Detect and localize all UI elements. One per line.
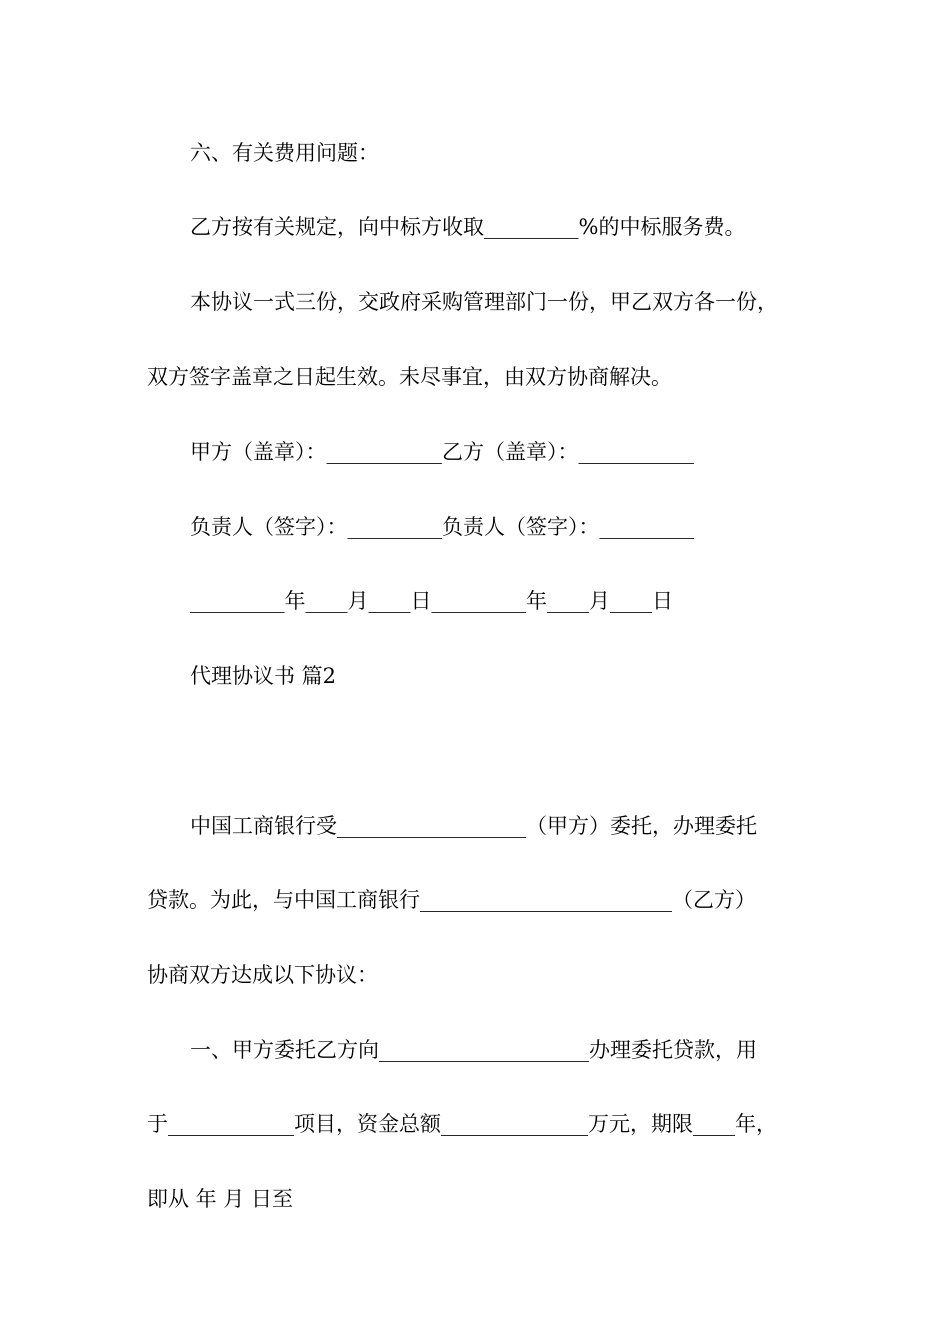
signature-seal-line: 甲方（盖章）：___________乙方（盖章）：___________ — [190, 440, 694, 464]
paragraph-service-fee: 乙方按有关规定，向中标方收取_________%的中标服务费。 — [190, 215, 746, 239]
paragraph-bank-commission-continued: 贷款。为此，与中国工商银行________________________（乙方） — [147, 888, 756, 912]
clause-one: 一、甲方委托乙方向____________________办理委托贷款，用 — [190, 1038, 757, 1062]
section-heading-fees: 六、有关费用问题： — [190, 141, 379, 165]
paragraph-copies-continued: 双方签字盖章之日起生效。未尽事宜，由双方协商解决。 — [147, 365, 672, 389]
paragraph-copies: 本协议一式三份，交政府采购管理部门一份，甲乙双方各一份， — [190, 290, 778, 314]
paragraph-agreement-intro: 协商双方达成以下协议： — [147, 963, 378, 987]
clause-one-period: 即从 年 月 日至 — [147, 1187, 294, 1211]
signature-date-line: _________年____月____日_________年____月____日 — [190, 589, 673, 613]
signature-responsible-line: 负责人（签字）：_________负责人（签字）：_________ — [190, 515, 694, 539]
paragraph-bank-commission: 中国工商银行受__________________（甲方）委托，办理委托 — [190, 814, 757, 838]
clause-one-continued: 于____________项目，资金总额______________万元，期限____年， — [147, 1112, 777, 1136]
document-section-title: 代理协议书 篇2 — [190, 664, 337, 688]
